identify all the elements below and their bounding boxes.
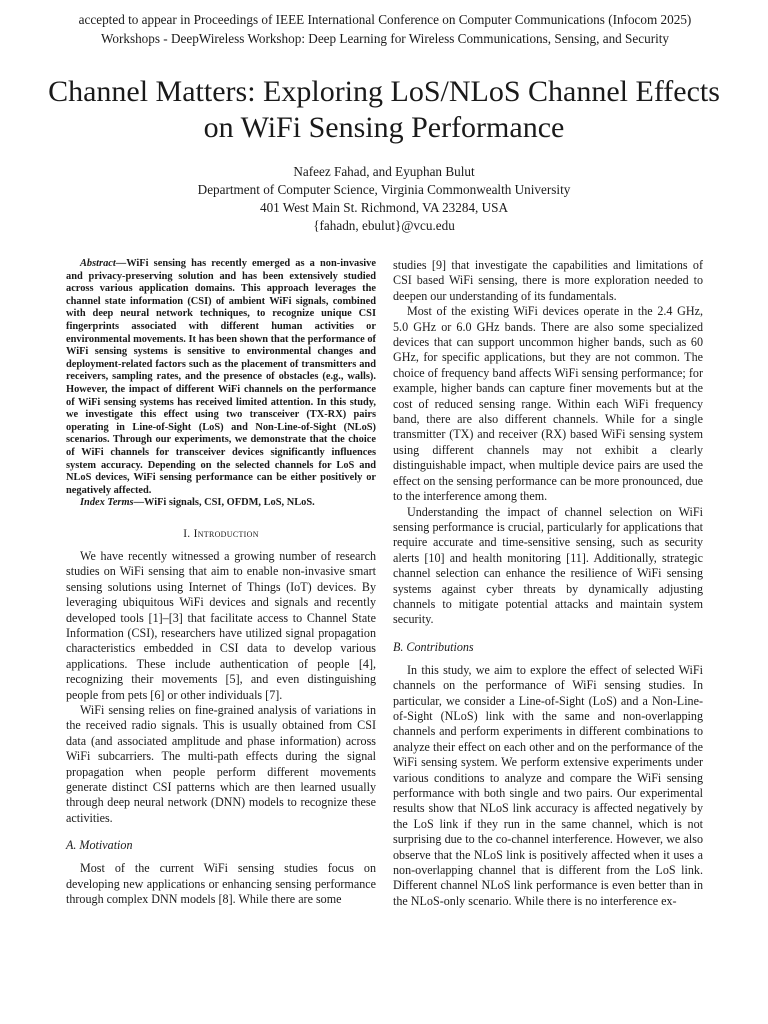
author-address: 401 West Main St. Richmond, VA 23284, USA: [259, 200, 509, 215]
conference-notice: accepted to appear in Proceedings of IEEE International Conference on Computer Communications (Infocom 2025) Workshops - DeepWireless Workshop: Deep Learning for Wireless Communications, Sensing, and Security: [78, 12, 692, 46]
author-affiliation: Department of Computer Science, Virginia Commonwealth University: [197, 182, 571, 197]
intro-paragraph-1: We have recently witnessed a growing number of research studies on WiFi sensing that aim to enable non-invasive smart sensing solutions using Internet of Things (IoT) devices. By leveraging ubiquitous WiFi devices and signals and recently developed tools [1]–[3] that facilitate access to Channel State Information (CSI), researchers have utilized signal propagation characteristics embedded in CSI data to develop various applications. These include authentication of people [4], recognizing their movements [5], and even distinguishing people from pets [6] or other individuals [7].: [66, 548, 376, 702]
paper-title: Channel Matters: Exploring LoS/NLoS Channel Effects on WiFi Sensing Performance: [48, 75, 720, 144]
motivation-paragraph-3: Understanding the impact of channel selection on WiFi sensing performance is crucial, particularly for applications that require accurate and time-sensitive sensing, such as security alerts [10] and health monitoring [11]. Additionally, strategic channel selection can enhance the resilience of WiFi sensing systems against cyber threats by dynamically adjusting channels to mitigate potential attacks and maintain system security.: [393, 504, 703, 627]
index-terms-text: —WiFi signals, CSI, OFDM, LoS, NLoS.: [133, 497, 315, 509]
section-title: Introduction: [193, 527, 259, 540]
right-column: [393, 258, 703, 909]
author-block: [40, 163, 728, 235]
motivation-paragraph-1: Most of the current WiFi sensing studies focus on developing new applications or enhancing sensing performance through complex DNN models [8]. While there are some: [66, 861, 376, 906]
subsection-heading-motivation: A. Motivation: [66, 838, 133, 853]
left-column: [66, 258, 376, 907]
abstract-label: Abstract: [80, 258, 116, 269]
motivation-paragraph-1-continued: studies [9] that investigate the capabilities and limitations of CSI based WiFi sensing, there is more exploration needed to deepen our understanding of its fundamentals.: [393, 258, 703, 303]
index-terms: [66, 497, 376, 510]
contributions-paragraph-1: In this study, we aim to explore the effect of selected WiFi channels on the performance of WiFi sensing studies. In particular, we consider a Line-of-Sight (LoS) and a Non-Line-of-Sight (NLoS) link with the same and non-overlapping channels and perform experiments in different combinations to analyze their effect on each other and on the performance of the WiFi sensing system. We perform extensive experiments under various conditions to analyze and compare the WiFi sensing performance with both single and two pairs. Our experimental results show that NLoS link accuracy is affected negatively by the LoS link if they run in the same channel, which is not surprising due to the co-channel interference. However, we also observe that the NLoS link is positively affected when it uses a non-overlapping channel that is different from the LoS link. Different channel NLoS link performance is even better than in the NLoS-only scenario. While there is no interference ex-: [393, 662, 703, 908]
section-number: I.: [183, 527, 191, 540]
intro-paragraph-2: WiFi sensing relies on fine-grained analysis of variations in the received radio signals. This is usually obtained from CSI data (and associated amplitude and phase information) across WiFi subcarriers. The multi-path effects during the signal propagation when people perform different movements generate distinct CSI patterns which are then learned usually through deep neural network (DNN) models to recognize these activities.: [66, 702, 376, 825]
index-terms-label: Index Terms: [80, 497, 134, 509]
abstract-text: —WiFi sensing has recently emerged as a non-invasive and privacy-preserving solution and has been extensively studied across various application domains. This approach leverages the channel state information (CSI) of ambient WiFi signals, combined with deep neural network techniques, to recognize unique CSI fingerprints associated with different human activities or environmental movements. It has been shown that the performance of WiFi sensing systems is sensitive to environmental changes and deployment-related factors such as the placement of transmitters and receivers, sampling rates, and the presence of obstacles (e.g., walls). However, the impact of different WiFi channels on the performance of WiFi sensing systems has received limited attention. In this study, we investigate this effect using two transceiver (TX-RX) pairs operating in Line-of-Sight (LoS) and Non-Line-of-Sight (NLoS) scenarios. Through our experiments, we demonstrate that the choice of WiFi channels for transceiver devices significantly influences system accuracy. Depending on the selected channels for LoS and NLoS devices, WiFi sensing performance can be either positively or negatively affected.: [66, 258, 376, 496]
abstract: [66, 258, 376, 497]
author-email: {fahadn, ebulut}@vcu.edu: [313, 218, 455, 233]
section-heading-introduction: [66, 528, 376, 540]
author-names: Nafeez Fahad, and Eyuphan Bulut: [293, 164, 475, 179]
subsection-heading-contributions: B. Contributions: [393, 639, 474, 654]
motivation-paragraph-2: Most of the existing WiFi devices operate in the 2.4 GHz, 5.0 GHz or 6.0 GHz bands. There are also some specialized devices that can support uncommon higher bands, such as 60 GHz, for specific applications, but they are not common. The choice of frequency band affects WiFi sensing performance; for example, higher bands can capture finer movements but at the cost of reduced sensing range. Within each WiFi frequency band, there are also different channels. While for a single transmitter (TX) and receiver (RX) based WiFi sensing system using different channels may not exhibit a clearly distinguishable impact, when multiple device pairs are used the effect on the sensing performance can be more pronounced, due to the interference among them.: [393, 304, 703, 504]
